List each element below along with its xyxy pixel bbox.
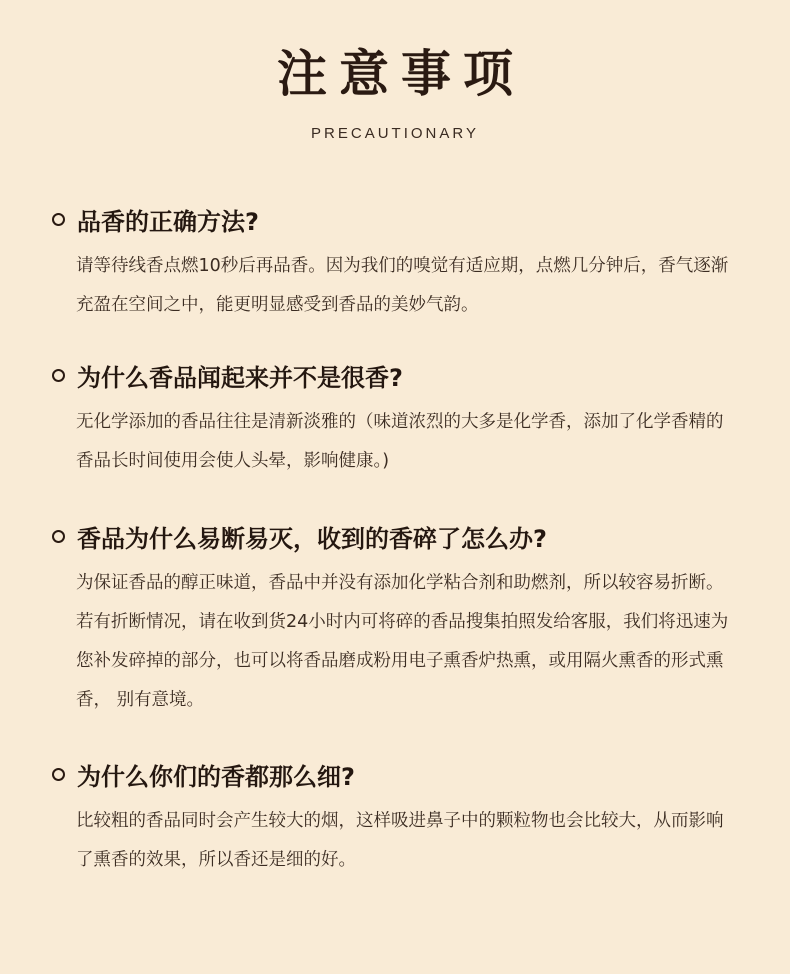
faq-question-row — [52, 516, 752, 556]
page-subtitle: PRECAUTIONARY — [311, 125, 479, 142]
faq-question: 为什么你们的香都那么细? — [77, 762, 355, 791]
faq-answer: 为保证香品的醇正味道，香品中并没有添加化学粘合剂和助燃剂，所以较容易折断。若有折断情况，请在收到货24小时内可将碎的香品搜集拍照发给客服，我们将迅速为您补发碎掉的部分，也可以将香品磨成粉用电子熏香炉热熏，或用隔火熏香的形式熏香， 别有意境。 — [76, 573, 729, 710]
faq-question: 香品为什么易断易灭，收到的香碎了怎么办? — [77, 524, 547, 553]
faq-question: 为什么香品闻起来并不是很香? — [77, 363, 403, 392]
faq-answer: 比较粗的香品同时会产生较大的烟，这样吸进鼻子中的颗粒物也会比较大，从而影响了熏香的效果，所以香还是细的好。 — [76, 811, 724, 870]
faq-question-row — [52, 355, 752, 395]
faq-question: 品香的正确方法? — [77, 207, 259, 236]
faq-item-thin-incense — [52, 754, 752, 880]
faq-question-row — [52, 754, 752, 794]
circle-bullet-icon — [52, 530, 65, 543]
page-title: 注意事项 — [277, 44, 525, 103]
faq-item-not-fragrant — [52, 355, 752, 481]
faq-answer: 无化学添加的香品往往是清新淡雅的（味道浓烈的大多是化学香，添加了化学香精的香品长时间使用会使人头晕，影响健康。) — [76, 412, 724, 471]
circle-bullet-icon — [52, 213, 65, 226]
faq-question-row — [52, 199, 752, 239]
circle-bullet-icon — [52, 768, 65, 781]
circle-bullet-icon — [52, 369, 65, 382]
faq-item-tasting-method — [52, 199, 752, 325]
faq-answer: 请等待线香点燃10秒后再品香。因为我们的嗅觉有适应期，点燃几分钟后，香气逐渐充盈在空间之中，能更明显感受到香品的美妙气韵。 — [76, 256, 729, 315]
faq-item-breakage — [52, 516, 752, 720]
